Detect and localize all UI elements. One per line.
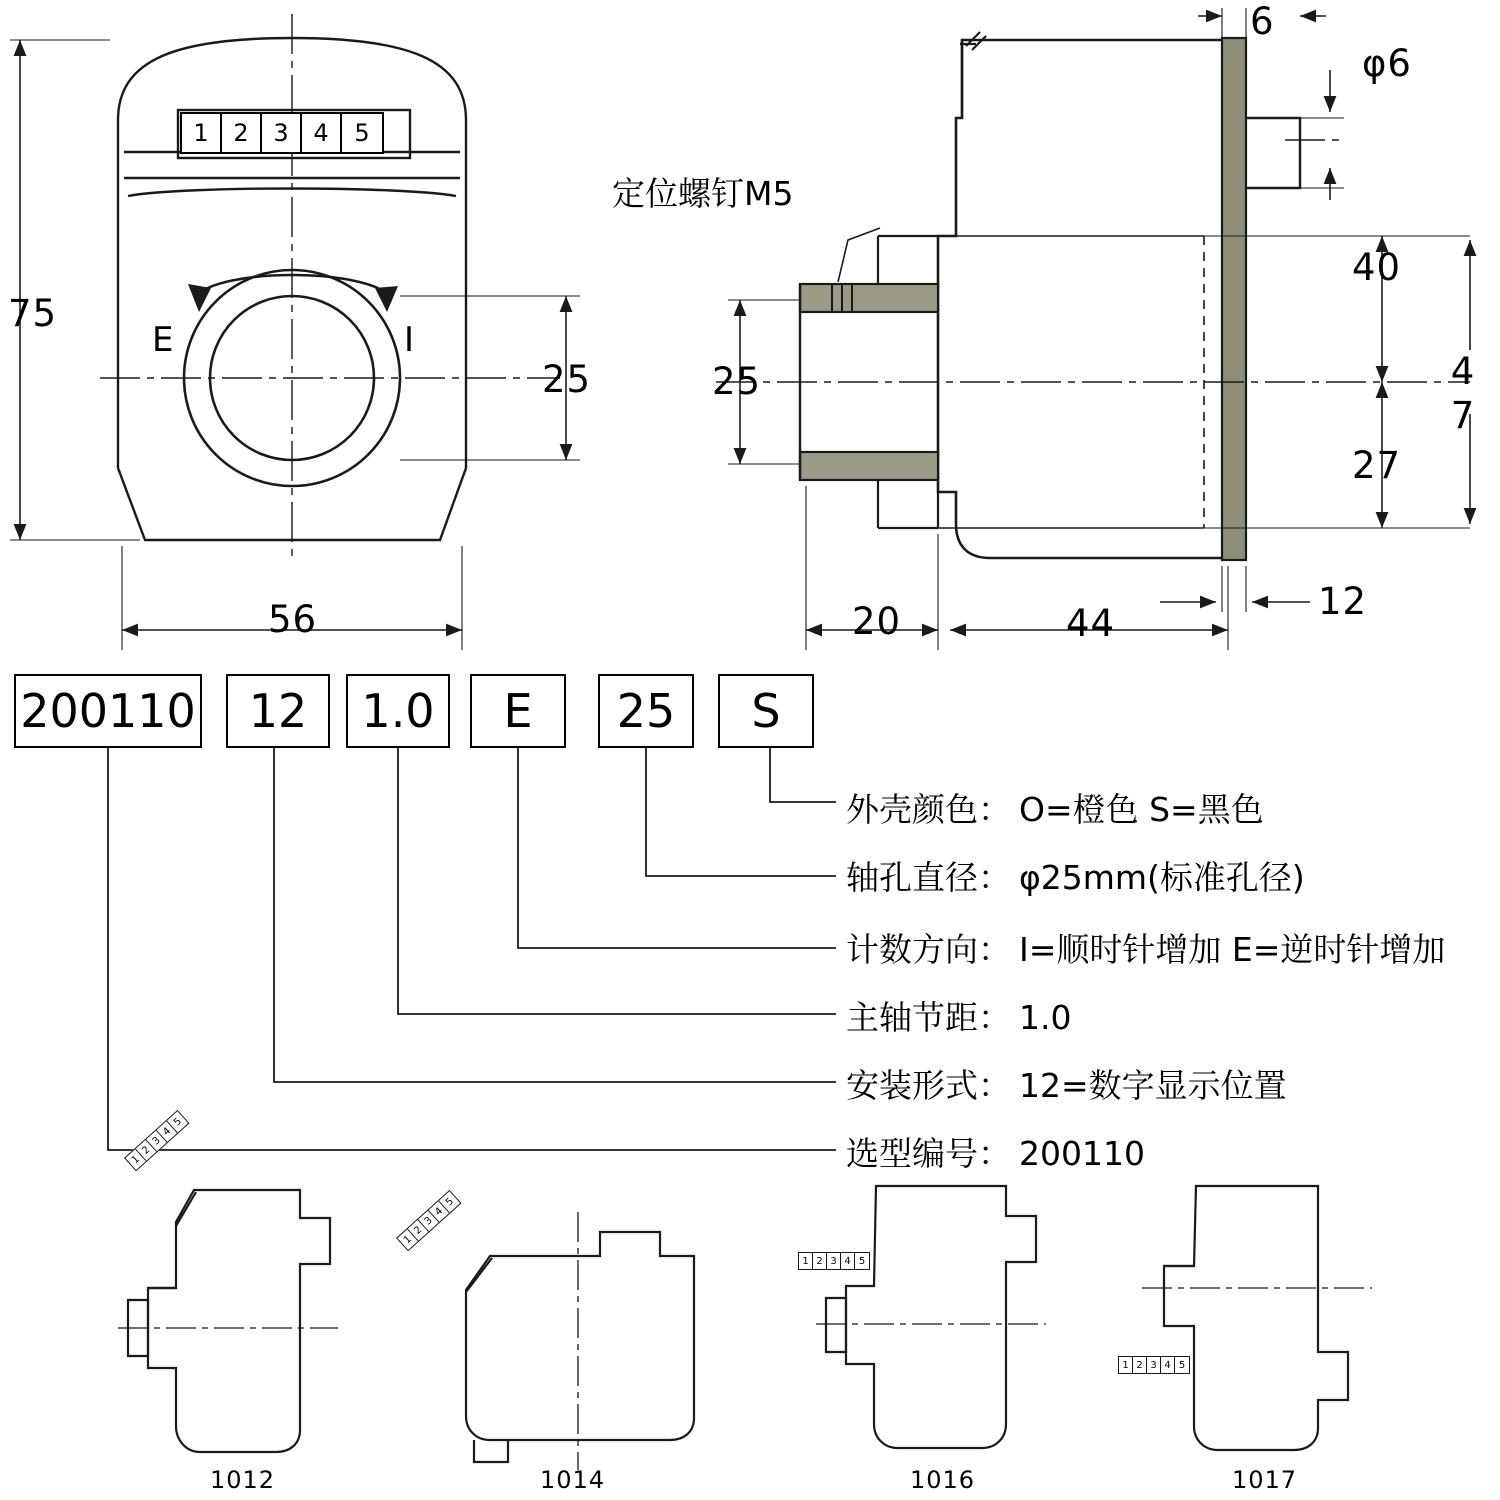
legend-label: 选型编号： (846, 1134, 1011, 1173)
dim-flange-len-label: 20 (852, 600, 902, 643)
counter-digit: 5 (354, 119, 370, 147)
order-code-box-4[interactable] (598, 674, 694, 748)
order-code-box-3[interactable] (470, 674, 566, 748)
variant-counter-digit: 3 (827, 1253, 841, 1269)
dim-40-label: 40 (1352, 246, 1402, 289)
variant-counter-window-1017 (1118, 1356, 1190, 1374)
legend-value: 200110 (1019, 1134, 1145, 1173)
variant-caption-1016: 1016 (910, 1466, 976, 1494)
rotation-cw-label: I (404, 320, 415, 360)
counter-digit: 3 (262, 114, 302, 152)
order-code-box-5[interactable] (718, 674, 814, 748)
legend-row-3 (846, 992, 1071, 1039)
legend-label: 安装形式： (846, 1066, 1011, 1105)
legend-value: I=顺时针增加 E=逆时针增加 (1019, 930, 1446, 969)
variant-counter-digit: 1 (1119, 1357, 1133, 1373)
legend-value: 12=数字显示位置 (1019, 1066, 1287, 1105)
variant-counter-digit: 5 (443, 1195, 456, 1209)
legend-value: 1.0 (1019, 998, 1072, 1037)
variant-counter-digit: 5 (858, 1255, 866, 1267)
legend-label: 主轴节距： (846, 998, 1011, 1037)
legend-row-2 (846, 924, 1445, 971)
legend-value: φ25mm(标准孔径) (1019, 858, 1305, 897)
variant-counter-digit: 1 (799, 1253, 813, 1269)
variant-counter-digit: 4 (429, 1201, 450, 1222)
variant-counter-digit: 3 (418, 1210, 439, 1231)
variant-counter-digit: 5 (171, 1115, 184, 1129)
dim-47-label: 47 (1441, 350, 1484, 438)
legend-label: 外壳颜色： (846, 790, 1011, 829)
order-code-box-text: E (503, 684, 533, 738)
dim-body-len-label: 44 (1066, 602, 1116, 645)
variant-caption-1017: 1017 (1232, 1466, 1298, 1494)
variant-counter-digit: 4 (157, 1121, 178, 1142)
counter-digit: 2 (222, 114, 262, 152)
variant-counter-digit: 4 (841, 1253, 855, 1269)
order-code-box-0[interactable] (14, 674, 202, 748)
screw-note-label: 定位螺钉M5 (612, 174, 794, 213)
variant-counter-digit: 1 (397, 1229, 418, 1250)
variant-counter-digit: 3 (146, 1130, 167, 1151)
legend-label: 轴孔直径： (846, 858, 1011, 897)
legend-label: 计数方向： (846, 930, 1011, 969)
variant-counter-digit: 1 (125, 1149, 146, 1170)
variant-caption-1014: 1014 (540, 1466, 606, 1494)
variant-counter-digit: 5 (1178, 1359, 1186, 1371)
order-code-box-1[interactable] (226, 674, 330, 748)
legend-row-4 (846, 1060, 1287, 1107)
variant-counter-digit: 2 (408, 1219, 429, 1240)
legend-value: O=橙色 S=黑色 (1019, 790, 1264, 829)
dim-plate-thickness-label: 12 (1318, 580, 1368, 623)
variant-counter-digit: 2 (1133, 1357, 1147, 1373)
dim-top-offset-label: 6 (1250, 0, 1275, 43)
order-code-box-text: 200110 (20, 684, 196, 738)
variant-counter-digit: 3 (1147, 1357, 1161, 1373)
dim-pin-dia-label: φ6 (1362, 42, 1412, 85)
counter-digit: 4 (302, 114, 342, 152)
order-code-box-text: 12 (248, 684, 308, 738)
order-code-box-text: 25 (616, 684, 676, 738)
dim-27-label: 27 (1352, 444, 1402, 487)
order-code-box-2[interactable] (346, 674, 450, 748)
variant-counter-digit: 2 (136, 1139, 157, 1160)
dim-height-label: 75 (8, 292, 58, 335)
counter-digit: 1 (182, 114, 222, 152)
dim-bore-front-label: 25 (542, 358, 592, 401)
variant-counter-digit: 4 (1161, 1357, 1175, 1373)
counter-window-front (180, 112, 384, 154)
rotation-ccw-label: E (152, 320, 174, 360)
variant-counter-window-1016 (798, 1252, 870, 1270)
legend-row-5 (846, 1128, 1145, 1175)
dim-width-label: 56 (268, 598, 318, 641)
variant-counter-digit: 2 (813, 1253, 827, 1269)
legend-row-0 (846, 784, 1264, 831)
order-code-box-text: 1.0 (361, 684, 435, 738)
order-code-box-text: S (751, 684, 781, 738)
variant-caption-1012: 1012 (210, 1466, 276, 1494)
legend-row-1 (846, 852, 1305, 899)
dim-bore-side-label: 25 (712, 360, 762, 403)
